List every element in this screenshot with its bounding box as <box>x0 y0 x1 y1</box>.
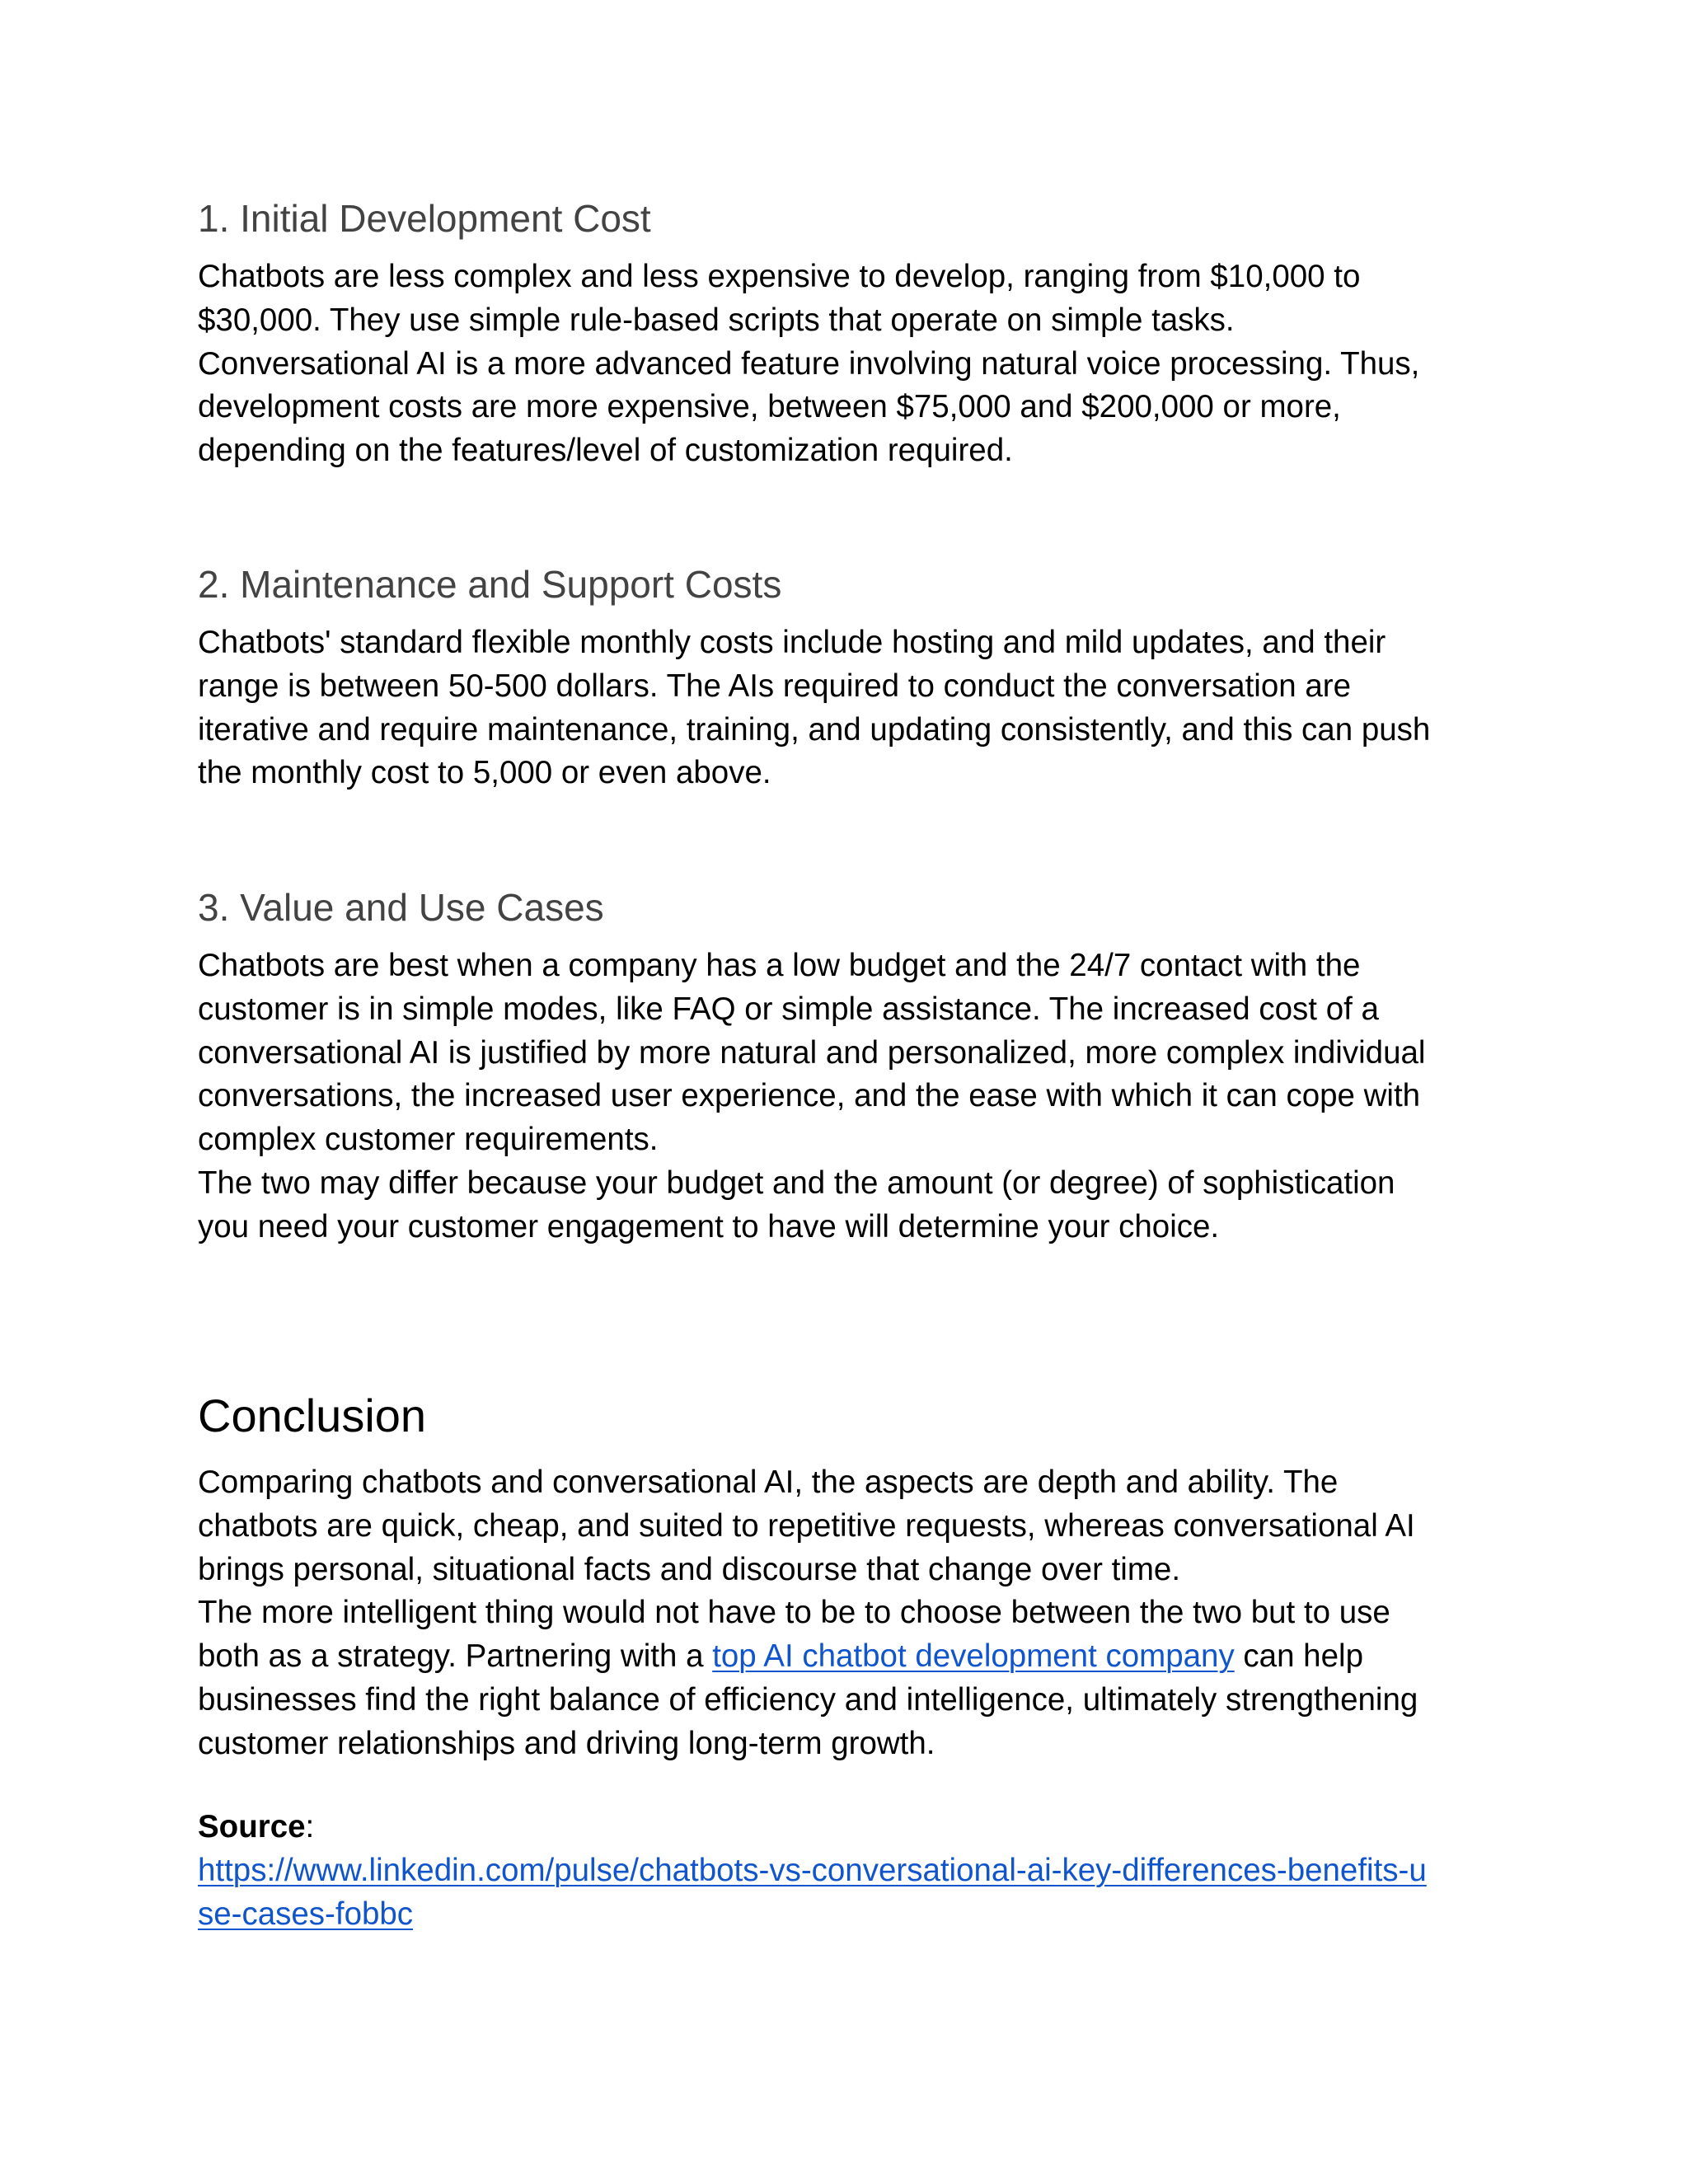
text-line: The more intelligent thing would not have to be to choose between the two but to use <box>198 1595 1390 1631</box>
text-line: $30,000. They use simple rule-based scripts that operate on simple tasks. <box>198 302 1235 338</box>
text-line: chatbots are quick, cheap, and suited to repetitive requests, whereas conversational AI <box>198 1507 1415 1544</box>
text-fragment: both as a strategy. Partnering with a <box>198 1638 713 1675</box>
ai-chatbot-company-link[interactable]: top AI chatbot development company <box>712 1638 1235 1675</box>
text-line: conversational AI is justified by more natural and personalized, more complex individual <box>198 1034 1426 1071</box>
section-heading-value-use-cases: 3. Value and Use Cases <box>198 886 604 929</box>
conclusion-paragraph <box>198 1461 1500 1766</box>
source-label: Source <box>198 1809 306 1844</box>
text-line: Conversational AI is a more advanced feature involving natural voice processing. Thus, <box>198 345 1420 382</box>
source-block <box>198 1806 1500 1936</box>
text-line: conversations, the increased user experience, and the ease with which it can cope with <box>198 1078 1421 1114</box>
text-line: complex customer requirements. <box>198 1122 659 1158</box>
conclusion-heading: Conclusion <box>198 1390 427 1441</box>
section-paragraph-maintenance-support-costs <box>198 621 1500 795</box>
source-url-line-2[interactable]: se-cases-fobbc <box>198 1896 414 1932</box>
source-label-line <box>198 1806 1500 1849</box>
text-line: range is between 50-500 dollars. The AIs required to conduct the conversation are <box>198 668 1351 704</box>
section-heading-maintenance-support-costs: 2. Maintenance and Support Costs <box>198 563 782 606</box>
text-line: Chatbots are best when a company has a low budget and the 24/7 contact with the <box>198 948 1361 983</box>
source-colon: : <box>305 1809 315 1844</box>
text-line: brings personal, situational facts and discourse that change over time. <box>198 1551 1181 1587</box>
text-line: development costs are more expensive, between $75,000 and $200,000 or more, <box>198 389 1341 425</box>
section-paragraph-initial-development-cost <box>198 255 1500 473</box>
text-line: depending on the features/level of customization required. <box>198 433 1013 469</box>
text-line: The two may differ because your budget and the amount (or degree) of sophistication <box>198 1165 1395 1201</box>
text-fragment: can help <box>1234 1638 1363 1675</box>
text-line: customer is in simple modes, like FAQ or simple assistance. The increased cost of a <box>198 991 1379 1027</box>
text-line: businesses find the right balance of efficiency and intelligence, ultimately strengthening <box>198 1681 1418 1718</box>
text-line: Chatbots' standard flexible monthly costs include hosting and mild updates, and their <box>198 625 1386 660</box>
section-paragraph-value-use-cases <box>198 944 1500 1249</box>
source-url-link[interactable] <box>198 1849 1500 1937</box>
text-line: the monthly cost to 5,000 or even above. <box>198 755 771 791</box>
text-line: customer relationships and driving long-term growth. <box>198 1725 935 1761</box>
text-line: Chatbots are less complex and less expensive to develop, ranging from $10,000 to <box>198 259 1361 294</box>
source-url-line-1[interactable]: https://www.linkedin.com/pulse/chatbots-vs-conversational-ai-key-differences-benefits-u <box>198 1852 1427 1888</box>
text-line: iterative and require maintenance, training, and updating consistently, and this can push <box>198 711 1431 748</box>
section-heading-initial-development-cost: 1. Initial Development Cost <box>198 197 651 240</box>
text-line: Comparing chatbots and conversational AI, the aspects are depth and ability. The <box>198 1465 1339 1500</box>
text-line-with-link <box>198 1635 1500 1679</box>
text-line: you need your customer engagement to have will determine your choice. <box>198 1208 1220 1244</box>
